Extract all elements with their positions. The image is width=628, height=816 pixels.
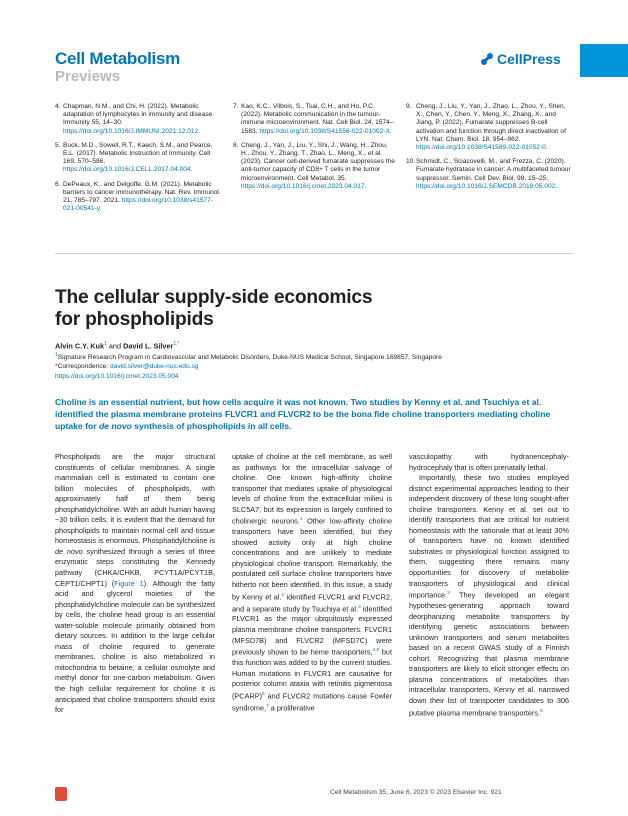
reference-item: 5. Buck, M.D., Sowell, R.T., Kaech, S.M., and Pearce, E.L. (2017). Metabolic Instruction of Immunity. Cell 169, 570–586. https://doi.org/10.1016/J.CELL.2017.04.004. <box>55 141 213 174</box>
affiliations: $^1$Signature Research Program in Cardiovascular and Metabolic Disorders, Duke-NUS Medical School, Singapore 169857, Singapore *Correspondence: david.silver@duke-nus.edu.sg https://doi.org/10.1016/j.cmet.2023.05.004 <box>55 352 442 380</box>
reference-link[interactable]: https://doi.org/10.1016/J.SEMCDB.2019.05.002. <box>416 182 558 190</box>
reference-link[interactable]: https://doi.org/10.1038/S41556-022-01002-X. <box>259 127 392 135</box>
reference-link[interactable]: https://doi.org/10.1016/j.cmet.2023.04.017. <box>241 182 367 190</box>
section-divider <box>55 253 573 254</box>
body-column-2: uptake of choline at the cell membrane, as well as pathways for the intracellular salvage of choline. One known high-affinity choline transporter that mediates uptake of physiological levels of choline from the extracellular milieu is SLC5A7, but its expression is largely confined to cholinergic neurons.$^1$ Other low-affinity choline transporters have been identified, but they showed activity only at high choline concentrations and are unlikely to mediate physiological choline transport. Remarkably, the postulated cell surface choline transporters have hitherto not been identified. In this issue, a study by Kenny et al.$^2$ identified FLVCR1 and FLVCR2, and a separate study by Tsuchiya et al.$^3$ identified FLVCR1 as the major ubiquitously expressed plasma membrane choline transporters. FLVCR1 (MFSD7B) and FLVCR2 (MFSD7C) were previously shown to be heme transporters,$^{4,5}$ but this function was added to by the current studies. Human mutations in FLVCR1 are causative for posterior column ataxia with retinitis pigmentosa (PCARP)$^6$ and FLVCR2 mutations cause Fowler syndrome,$^7$ a proliferative <box>232 452 393 713</box>
article-title: The cellular supply-side economics for phospholipids <box>55 287 373 330</box>
figure-link[interactable]: Figure 1 <box>114 578 144 588</box>
citation-link[interactable]: 1 <box>299 517 303 523</box>
crossmark-icon[interactable] <box>55 787 67 801</box>
article-doi-link[interactable]: https://doi.org/10.1016/j.cmet.2023.05.004 <box>55 372 179 380</box>
abstract: Choline is an essential nutrient, but how cells acquire it was not known. Two studies by Kenny et al. and Tsuchiya et al. identified the plasma membrane proteins FLVCR1 and FLVCR2 to be the bona fide choline transporters mediating choline uptake for de novo synthesis of phospholipids in all cells. <box>55 397 551 431</box>
section-tab <box>580 44 628 77</box>
reference-link[interactable]: https://doi.org/10.1038/s41577-021-00541-y. <box>63 197 213 213</box>
citation-link[interactable]: 6 <box>262 691 265 697</box>
journal-title: Cell Metabolism <box>55 49 180 68</box>
footer-citation: Cell Metabolism 35, June 6, 2023 © 2023 Elsevier Inc. 921 <box>330 789 502 796</box>
affiliation-text: Signature Research Program in Cardiovascular and Metabolic Disorders, Duke-NUS Medical School, Singapore 169857, Singapore <box>57 354 442 362</box>
reference-item: 8. Cheng, J., Yan, J., Liu, Y., Shi, J., Wang, H., Zhou, H., Zhou, Y., Zhang, T., Zhao, L., Meng, X., et al. (2023). Cancer cell-derived fumarate suppresses the anti-tumor capacity of CD8+ T cells in the tumor microenvironment. Cell Metabol. 35. https://doi.org/10.1016/j.cmet.2023.04.017. <box>233 141 395 190</box>
reference-item: 6. DePeaux, K., and Delgoffe, G.M. (2021). Metabolic barriers to cancer immunotherapy. Nat. Rev. Immunol. 21, 785–797. 2021. https://doi.org/10.1038/s41577-021-00541-y. <box>55 180 221 213</box>
author-name: David L. Silver <box>123 341 174 351</box>
references-col-2 <box>233 103 395 197</box>
publisher-logo <box>480 51 561 67</box>
citation-link[interactable]: 7 <box>266 703 269 709</box>
body-column-1: Phospholipids are the major structural constituents of cellular membranes. A single mammalian cell is estimated to contain one billion molecules of phospholipids, with approximately half of them being phosphatidylcholine. With an adult human having ~30 trillion cells, it is evident that the demand for phospholipids to maintain normal cell and tissue homeostasis is enormous. Phosphatidylcholine is de novo synthesized through a series of three enzymatic steps constituting the Kennedy pathway (CHKA/CHKB, PCYT1A/PCYT1B, CEPT1/CHPT1) (Figure 1). Although the fatty acid and glycerol moieties of the phosphatidylcholine molecule can be synthesized by cells, the choline head group is an essential water-soluble molecule primarily obtained from dietary sources. In addition to the large cellular mass of choline required to generate membranes, choline is also metabolized in mitochondria to betaine, a cellular osmolyte and methyl donor for one-carbon metabolism. Given the high cellular requirement for choline it is anticipated that choline transporters should exist for <box>55 452 215 715</box>
reference-link[interactable]: https://doi.org/10.1016/J.CELL.2017.04.004. <box>63 166 193 174</box>
publisher-name: CellPress <box>497 51 561 67</box>
reference-link[interactable]: https://doi.org/10.1038/S41589-022-01052-0. <box>416 144 548 152</box>
reference-item: 7. Kao, K.C., Vilbois, S., Tsai, C.H., and Ho, P.C. (2022). Metabolic communication in the tumour-immune microenvironment. Nat. Cell Biol. 24, 1574–1583. https://doi.org/10.1038/S41556-022-01002-X. <box>233 103 394 135</box>
cellpress-icon <box>480 52 494 66</box>
citation-link[interactable]: 4,5 <box>372 648 380 654</box>
section-label: Previews <box>55 68 121 85</box>
reference-item: 10. Schmidt, C., Sciacovelli, M., and Frezza, C. (2020). Fumarate hydratase in cancer: A multifaceted tumour suppressor. Semin. Cell Dev. Biol. 98, 15–25. https://doi.org/10.1016/J.SEMCDB.2019.05.002. <box>406 158 571 190</box>
references-col-3 <box>406 103 573 197</box>
citation-link[interactable]: 2 <box>447 591 450 597</box>
citation-link[interactable]: 8 <box>540 708 543 714</box>
author-name: Alvin C.Y. Kuk <box>55 341 105 351</box>
author-list: Alvin C.Y. Kuk$^1$ and David L. Silver$^{1,*}$ <box>55 341 180 351</box>
reference-link[interactable]: https://doi.org/10.1016/J.IMMUNI.2021.12.012. <box>63 127 201 135</box>
citation-link[interactable]: 3 <box>358 604 361 610</box>
reference-item: 4. Chapman, N.M., and Chi, H. (2022). Metabolic adaptation of lymphocytes in immunity and disease. Immunity 55, 14–30. https://doi.org/10.1016/J.IMMUNI.2021.12.012. <box>55 103 215 135</box>
references-col-1 <box>55 103 222 219</box>
reference-item: 9. Cheng, J., Liu, Y., Yan, J., Zhao, L., Zhou, Y., Shen, X., Chen, Y., Chen, Y., Meng, X., Zhang, X., and Jiang, P. (2022). Fumarate suppresses B-cell activation and function through direct inactivation of LYN. Nat. Chem. Biol. 18, 954–962. https://doi.org/10.1038/S41589-022-01052-0. <box>406 103 566 152</box>
correspondence-email[interactable]: david.silver@duke-nus.edu.sg <box>109 363 199 371</box>
body-column-3: vasculopathy with hydranencephaly-hydrocephaly that is often prenatally lethal. Importantly, these two studies employed distinct experimental approaches leading to their independent discovery of these long sought-after choline transporters. Kenny et al. set out to identify transporters that are critical for nutrient homeostasis with the rationale that at least 30% of transporters have no known identified substrates or physiological function assigned to them, suggesting there remains many opportunities for discovery of metabolite transporters of physiological and clinical importance.$^2$ They developed an elegant hypotheses-generating approach toward deorphanizing metabolite transporters by identifying genetic associations between unknown transporters and serum metabolites based on a recent GWAS study of a Finnish cohort. Recognizing that plasma membrane transporters are likely to elicit stronger effects on plasma concentrations of metabolites than intracellular transporters, Kenny et al. narrowed down their list of transporter candidates to 306 putative plasma membrane transporters.$^8$ <box>409 452 569 717</box>
citation-link[interactable]: 2 <box>281 592 285 598</box>
